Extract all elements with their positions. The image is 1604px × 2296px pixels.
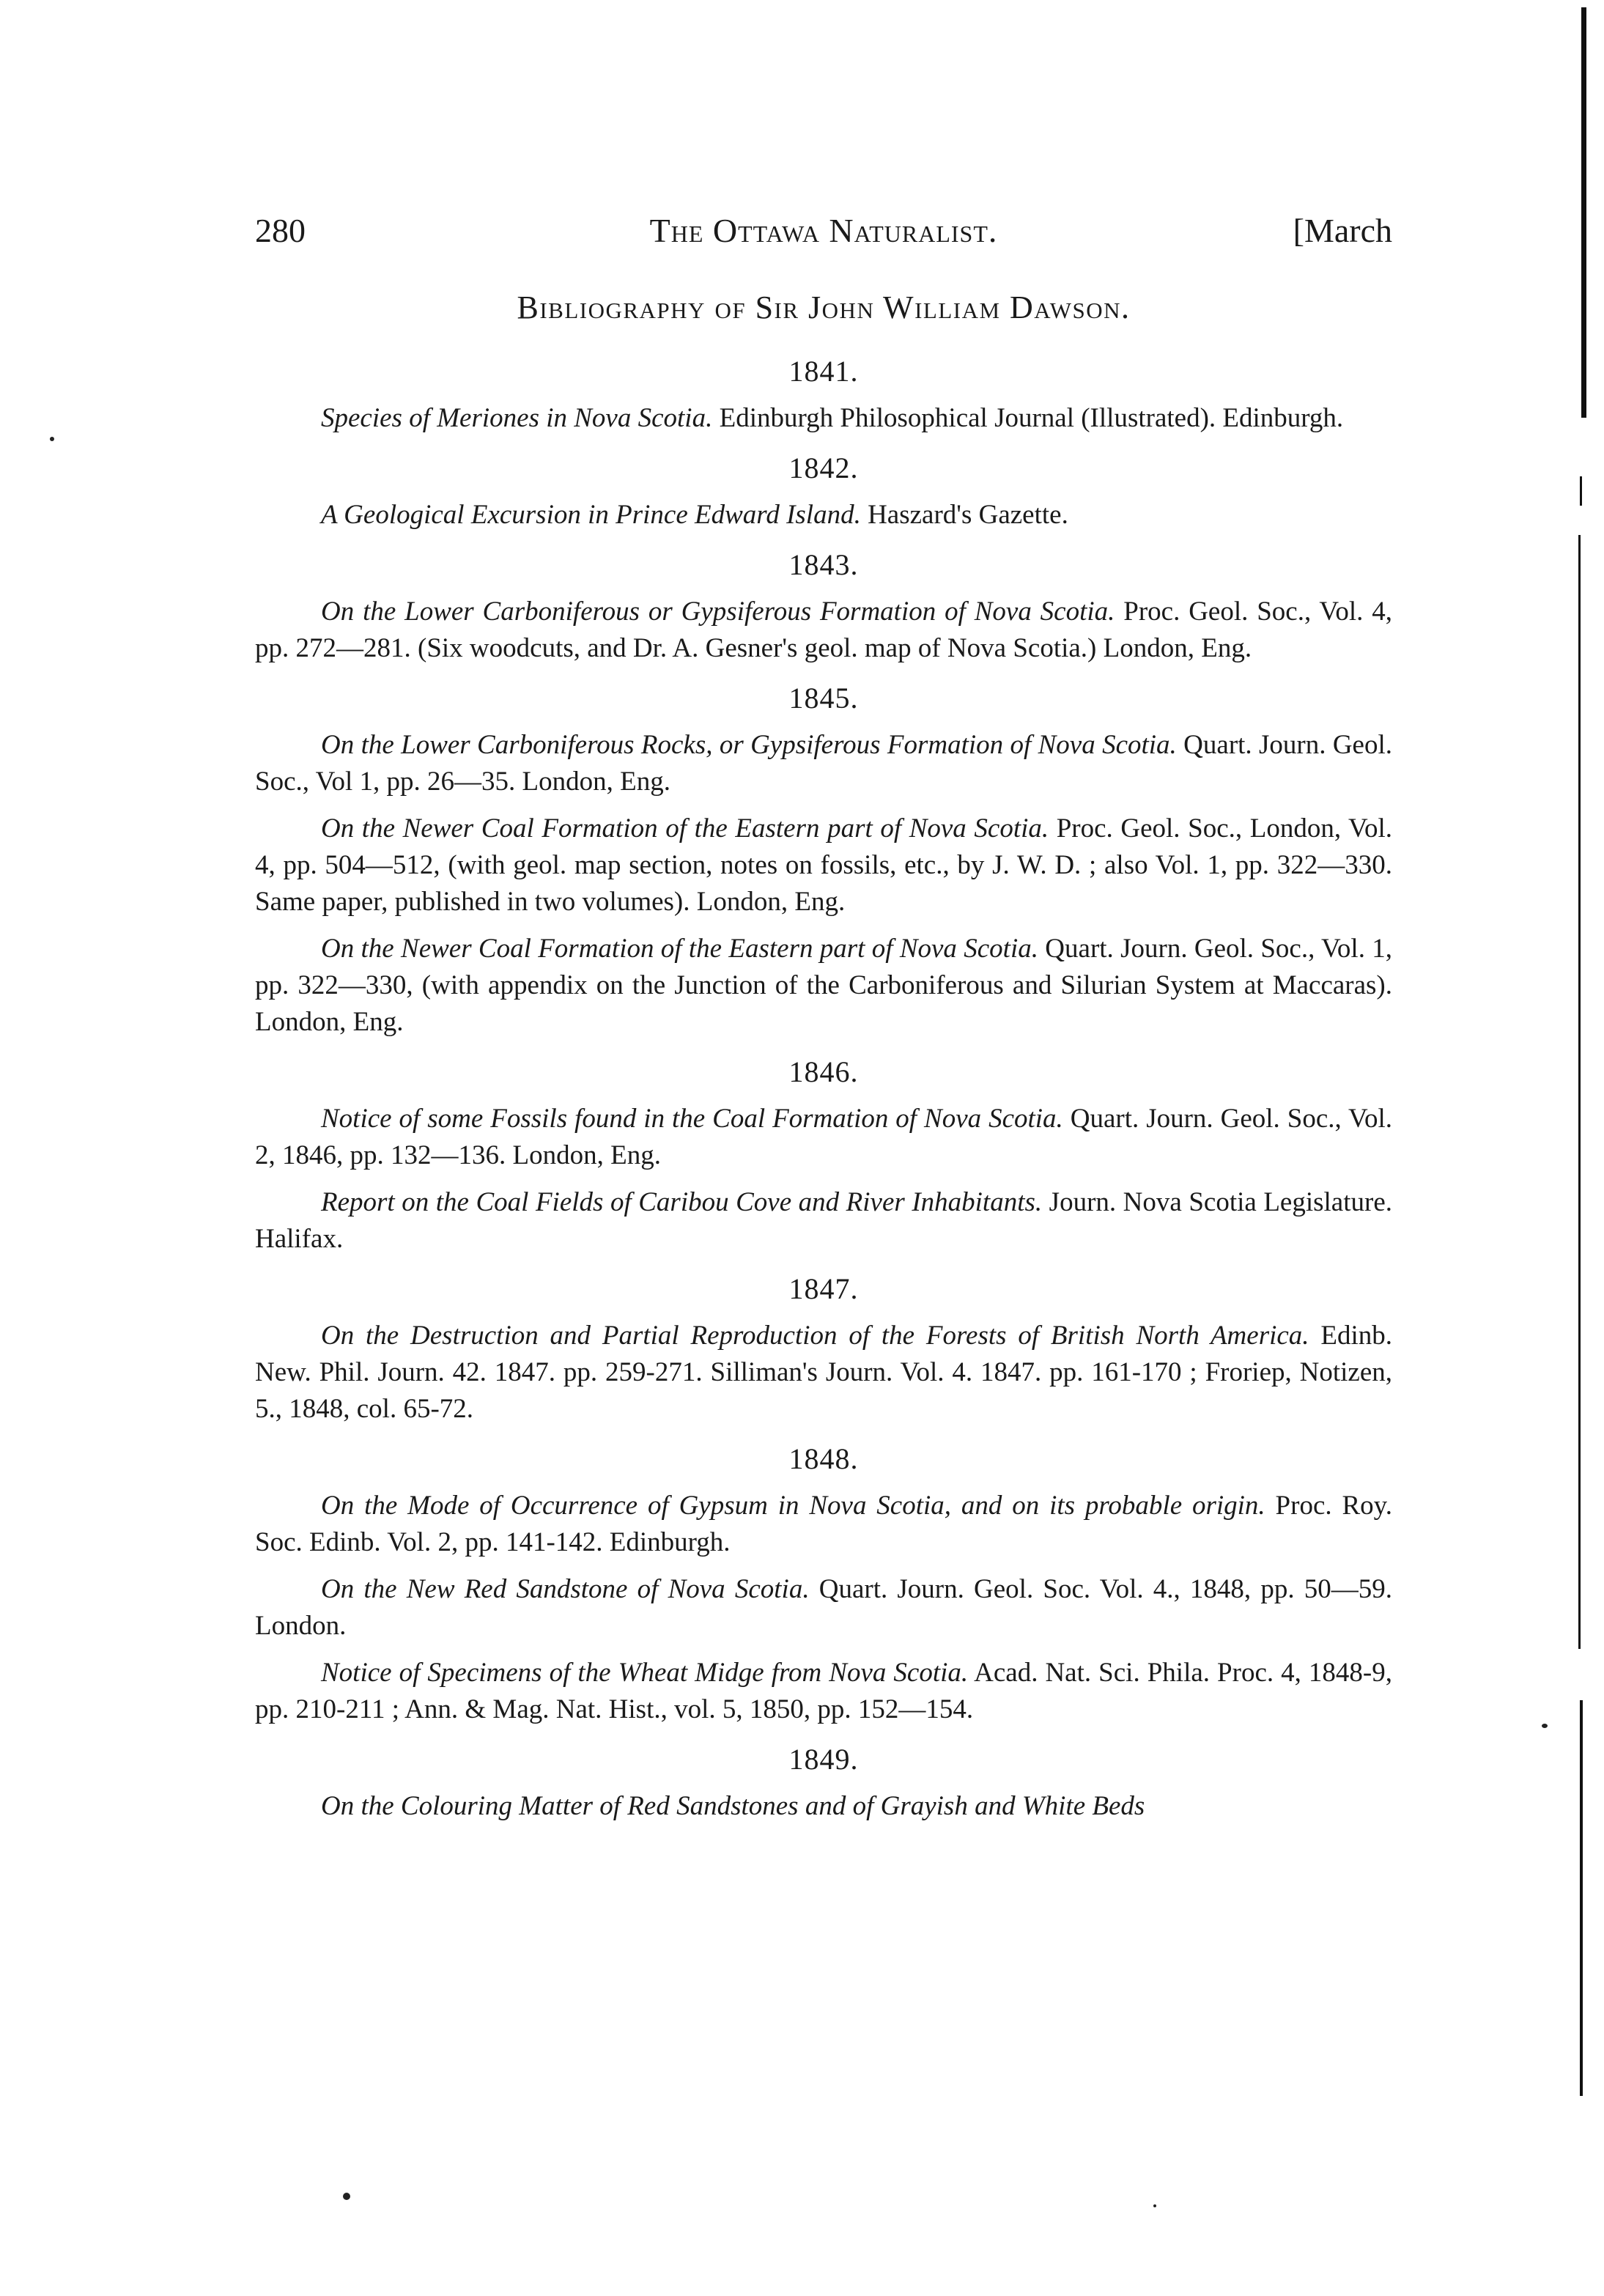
year-heading: 1842. (788, 451, 859, 484)
year-heading: 1841. (788, 355, 859, 388)
binding-edge-line (1580, 1700, 1583, 2096)
year-heading: 1848. (788, 1442, 859, 1475)
scan-speck (1542, 1724, 1548, 1728)
bibliography-entry (255, 594, 1392, 667)
issue-month: [March (1293, 212, 1392, 249)
bibliography-entry (255, 811, 1392, 920)
entry-title: Notice of Specimens of the Wheat Midge from Nova Scotia. (321, 1658, 969, 1688)
entry-citation: Proc. Geol. Soc., Vol. 4, pp. 272—281. (Six woodcuts, and Dr. A. Gesner's geol. map of Nova Scotia.) London, Eng. (255, 597, 1393, 663)
entry-citation: Acad. Nat. Sci. Phila. Proc. 4, 1848-9, pp. 210-211 ; Ann. & Mag. Nat. Hist., vol. 5, 1850, pp. 152—154. (255, 1658, 1392, 1724)
scan-speck (343, 2193, 350, 2200)
entry-title: Species of Meriones in Nova Scotia. (321, 403, 713, 433)
entry-title: On the Destruction and Partial Reproduction of the Forests of British North America. (321, 1321, 1309, 1351)
year-heading: 1849. (788, 1743, 859, 1776)
bibliography-entry (255, 727, 1392, 800)
running-head (255, 205, 1392, 256)
scan-speck (50, 437, 54, 441)
year-heading: 1843. (788, 548, 859, 581)
entry-citation: Quart. Journ. Geol. Soc., Vol. 1, pp. 322—330, (with appendix on the Junction of the Carboniferous and Silurian System at Maccaras). London, Eng. (255, 934, 1393, 1037)
entry-citation: Quart. Journ. Geol. Soc., Vol 1, pp. 26—35. London, Eng. (255, 730, 1393, 797)
entry-citation: Edinburgh Philosophical Journal (Illustrated). Edinburgh. (719, 403, 1344, 433)
entry-title: Report on the Coal Fields of Caribou Cove and River Inhabitants. (321, 1187, 1043, 1217)
bibliography-entry (255, 497, 1392, 534)
entry-citation: Journ. Nova Scotia Legislature. Halifax. (255, 1187, 1393, 1254)
entry-citation: Proc. Roy. Soc. Edinb. Vol. 2, pp. 141-142. Edinburgh. (255, 1491, 1392, 1557)
bibliography-entry (255, 1788, 1392, 1825)
entry-citation: Haszard's Gazette. (868, 500, 1068, 530)
entry-citation: Edinb. New. Phil. Journ. 42. 1847. pp. 259-271. Silliman's Journ. Vol. 4. 1847. pp. 161-170 ; Froriep, Notizen, 5., 1848, col. 65-72. (255, 1321, 1393, 1424)
page-title: Bibliography of Sir John William Dawson. (517, 289, 1131, 325)
year-heading: 1846. (788, 1055, 859, 1088)
bibliography-sections (255, 350, 1392, 1825)
journal-title: The Ottawa Naturalist. (649, 212, 998, 249)
bibliography-entry (255, 931, 1392, 1041)
binding-edge-line (1581, 7, 1586, 418)
entry-title: A Geological Excursion in Prince Edward Island. (321, 500, 861, 530)
bibliography-entry (255, 1101, 1392, 1174)
bibliography-entry (255, 1655, 1392, 1728)
binding-edge-line (1580, 476, 1582, 506)
entry-title: On the Lower Carboniferous Rocks, or Gypsiferous Formation of Nova Scotia. (321, 730, 1177, 760)
entry-citation: Quart. Journ. Geol. Soc., Vol. 2, 1846, pp. 132—136. London, Eng. (255, 1104, 1393, 1170)
bibliography-entry (255, 400, 1392, 437)
entry-title: On the Newer Coal Formation of the Eastern part of Nova Scotia. (321, 934, 1038, 964)
bibliography-entry (255, 1488, 1392, 1561)
entry-title: On the New Red Sandstone of Nova Scotia. (321, 1574, 810, 1604)
entry-title: Notice of some Fossils found in the Coal Formation of Nova Scotia. (321, 1104, 1063, 1134)
entry-title: On the Mode of Occurrence of Gypsum in Nova Scotia, and on its probable origin. (321, 1491, 1265, 1521)
page-number: 280 (255, 212, 306, 249)
binding-edge-line (1578, 535, 1581, 1649)
bibliography-entry (255, 1318, 1392, 1428)
entry-citation: Quart. Journ. Geol. Soc. Vol. 4., 1848, pp. 50—59. London. (255, 1574, 1392, 1641)
bibliography-entry (255, 1184, 1392, 1258)
scan-speck (1153, 2204, 1156, 2207)
bibliography-body (255, 286, 1392, 1835)
entry-citation: Proc. Geol. Soc., London, Vol. 4, pp. 504—512, (with geol. map section, notes on fossils, etc., by J. W. D. ; also Vol. 1, pp. 322—330. Same paper, published in two volumes). London, Eng. (255, 813, 1392, 917)
entry-title: On the Newer Coal Formation of the Eastern part of Nova Scotia. (321, 813, 1049, 844)
bibliography-entry (255, 1571, 1392, 1645)
year-heading: 1845. (788, 682, 859, 715)
year-heading: 1847. (788, 1272, 859, 1305)
entry-title: On the Lower Carboniferous or Gypsiferous Formation of Nova Scotia. (321, 597, 1115, 627)
entry-title: On the Colouring Matter of Red Sandstones and of Grayish and White Beds (321, 1791, 1145, 1821)
